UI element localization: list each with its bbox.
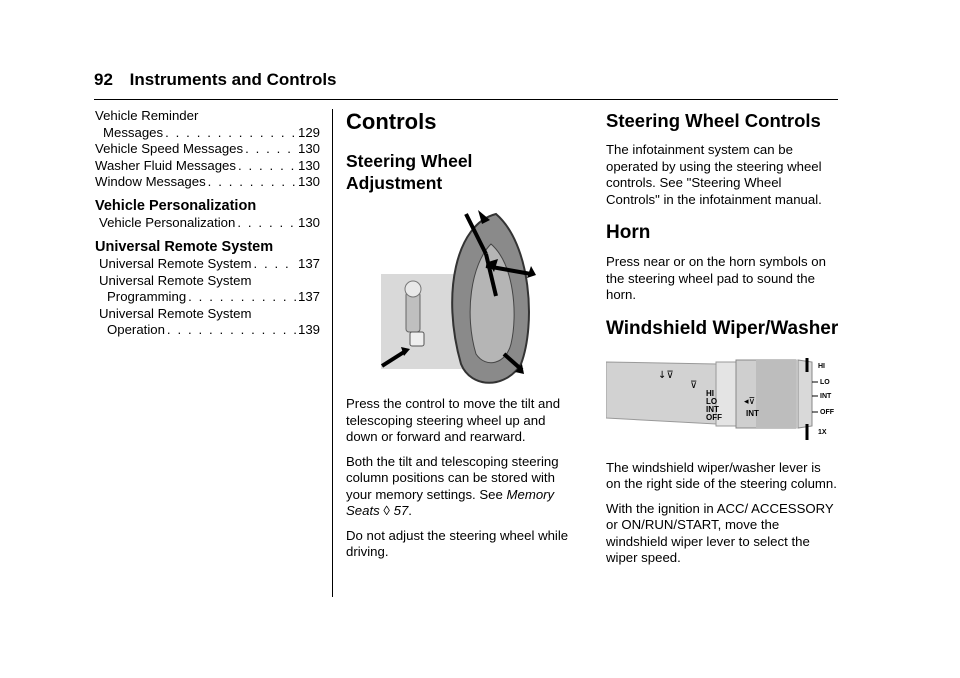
toc-entry-label: Vehicle Speed Messages xyxy=(95,141,244,156)
toc-entry[interactable] xyxy=(95,158,320,175)
toc-leader xyxy=(253,256,296,273)
toc-column xyxy=(95,108,320,339)
lever-label-int: INT xyxy=(706,404,719,414)
wiper-lever-end xyxy=(798,360,812,428)
steering-wheel-svg xyxy=(346,204,578,386)
turn-signal-stalk xyxy=(406,292,420,332)
toc-entry-label: Vehicle Personalization xyxy=(99,215,236,230)
lever-label-lo: LO xyxy=(706,396,718,406)
steering-adjust-text-2: Both the tilt and telescoping steering column positions can be stored with your memory settings. See Memory Seats ◊ 57. xyxy=(346,453,559,518)
wiper-text-2: With the ignition in ACC/ ACCESSORY or ON/RUN/START, move the windshield wiper lever to select the wiper speed. xyxy=(606,500,834,565)
lever-label-hi: HI xyxy=(706,388,714,398)
toc-entry-label: Window Messages xyxy=(95,174,206,189)
washer-icon: ↓⊽ xyxy=(658,369,674,381)
wiper-text-1: The windshield wiper/washer lever is on the right side of the steering column. xyxy=(606,459,837,491)
toc-entry-label: Programming xyxy=(107,289,187,304)
memory-seats-link[interactable]: Memory Seats xyxy=(346,486,555,518)
toc-entry-label: Messages xyxy=(103,124,164,140)
toc-entry-label: Universal Remote System xyxy=(99,256,252,271)
page-header xyxy=(94,70,337,90)
controls-heading: Controls xyxy=(346,109,437,134)
horn-heading: Horn xyxy=(606,222,651,243)
wiper-lever-illustration xyxy=(606,354,838,450)
toc-entry-label: Washer Fluid Messages xyxy=(95,157,236,173)
stalk-knob xyxy=(405,281,421,297)
toc-page-number: 139 xyxy=(297,322,320,337)
position-label-off: OFF xyxy=(820,408,834,416)
toc-entry-label: Universal Remote System xyxy=(99,305,252,321)
toc-page-number: 130 xyxy=(297,157,320,173)
toc-entry-label: Operation xyxy=(107,322,165,337)
toc-leader xyxy=(208,174,296,191)
toc-leader xyxy=(245,141,296,158)
header-rule xyxy=(94,99,838,100)
toc-leader xyxy=(238,158,296,175)
position-label-lo: LO xyxy=(820,378,830,386)
right-column xyxy=(606,108,838,575)
horn-text: Press near or on the horn symbols on the steering wheel pad to sound the horn. xyxy=(606,254,826,302)
toc-leader xyxy=(165,125,296,142)
position-label-hi: HI xyxy=(818,362,825,370)
page-title: Instruments and Controls xyxy=(129,70,337,89)
toc-entry-label: Universal Remote System xyxy=(99,272,252,288)
toc-entry[interactable] xyxy=(95,108,320,141)
steering-adjust-text-1: Press the control to move the tilt and telescoping steering wheel up and down or forward and rearward. xyxy=(346,396,561,444)
toc-page-number: 130 xyxy=(297,215,320,230)
wiper-lever-svg xyxy=(606,354,838,450)
column-divider xyxy=(332,109,333,597)
toc-entry[interactable] xyxy=(95,141,320,158)
toc-leader xyxy=(188,289,296,306)
toc-entry[interactable] xyxy=(95,215,320,232)
steering-adjust-text-2-body: Both the tilt and telescoping steering column positions can be stored with your memory settings. See xyxy=(346,453,559,502)
tilt-control xyxy=(410,332,424,346)
int-wiper-icon: ◂⊽ xyxy=(744,396,756,407)
toc-leader xyxy=(237,215,296,232)
toc-section-heading: Vehicle Personalization xyxy=(95,197,257,214)
steering-adjust-heading-line1: Steering Wheel xyxy=(346,151,473,171)
toc-entry[interactable] xyxy=(95,256,320,273)
toc-section-heading: Universal Remote System xyxy=(95,238,274,255)
toc-entry-label: Vehicle Reminder xyxy=(95,108,199,123)
steering-adjust-heading-line2: Adjustment xyxy=(346,173,443,193)
steering-wheel-controls-heading: Steering Wheel Controls xyxy=(606,110,821,131)
toc-page-number: 137 xyxy=(297,256,320,271)
steering-wheel-illustration xyxy=(346,204,578,386)
memory-seats-page-ref[interactable]: 57 xyxy=(393,503,409,518)
toc-leader xyxy=(167,322,296,339)
toc-page-number: 130 xyxy=(297,141,320,156)
steering-wheel-controls-text: The infotainment system can be operated by using the steering wheel controls. See "Steering Wheel Controls" in the infotainment manual. xyxy=(606,142,822,207)
toc-entry[interactable] xyxy=(95,273,320,306)
page-number: 92 xyxy=(94,70,113,89)
toc-page-number: 130 xyxy=(297,174,320,189)
lever-label-off: OFF xyxy=(706,412,722,422)
position-label-int: INT xyxy=(820,392,832,400)
toc-page-number: 137 xyxy=(297,289,320,304)
wiper-lever-knurl xyxy=(756,360,796,428)
page-ref-icon: ◊ xyxy=(383,503,390,518)
position-label-1x: 1X xyxy=(818,428,827,436)
toc-entry[interactable] xyxy=(95,306,320,339)
lever-label-int-ring: INT xyxy=(746,408,759,418)
wiper-icon: ⊽ xyxy=(690,379,698,391)
toc-entry[interactable] xyxy=(95,174,320,191)
steering-adjust-text-3: Do not adjust the steering wheel while driving. xyxy=(346,527,569,559)
controls-column xyxy=(346,108,578,569)
toc-page-number: 129 xyxy=(297,124,320,140)
wiper-heading: Windshield Wiper/Washer xyxy=(606,317,839,339)
